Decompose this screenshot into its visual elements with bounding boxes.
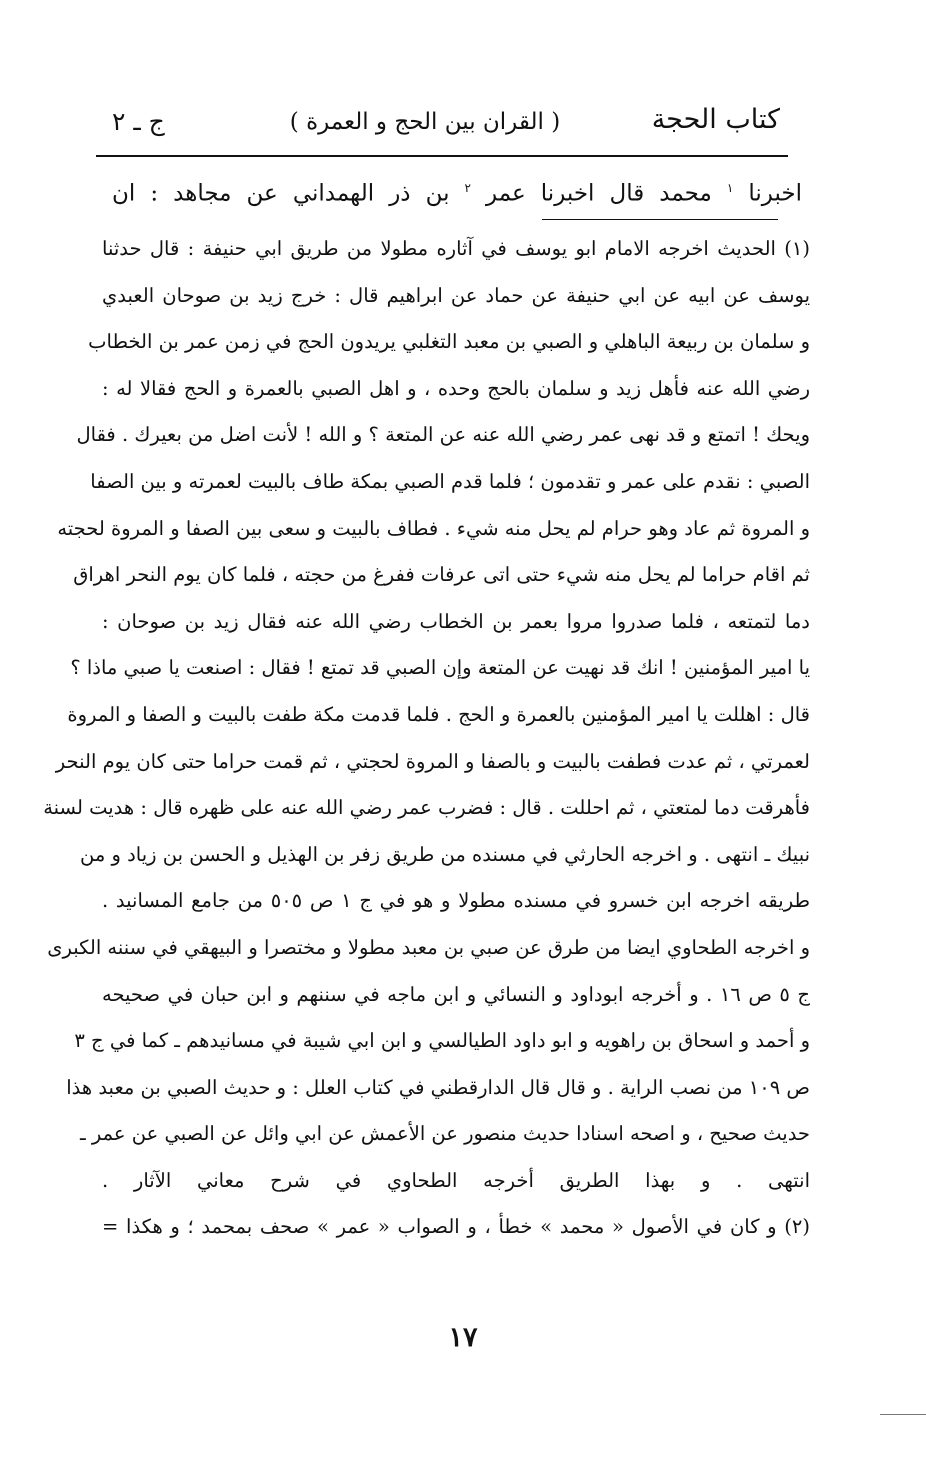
footnote-line: فأهرقت دما لمتعتي ، ثم احللت . قال : فضرب عمر رضي الله عنه على ظهره قال : هديت لسنة	[43, 796, 810, 820]
header-rule	[96, 155, 788, 157]
footnote-line: و سلمان بن ربيعة الباهلي و الصبي بن معبد التغلبي يريدون الحج في زمن عمر بن الخطاب	[88, 330, 810, 354]
main-text-part: بن ذر الهمداني عن مجاهد : ان	[112, 180, 450, 207]
footnote-line: يوسف عن ابيه عن ابي حنيفة عن حماد عن ابراهيم قال : خرج زيد بن صوحان العبدي	[102, 283, 810, 307]
footnote-ref-2: ٢	[464, 181, 471, 195]
page-number: ١٧	[448, 1322, 478, 1353]
footnote-line: (٢) و كان في الأصول « محمد » خطأ ، و الصواب « عمر » صحف بمحمد ؛ و هكذا =	[102, 1215, 810, 1239]
running-header	[100, 100, 780, 146]
book-title: كتاب الحجة	[651, 104, 780, 135]
main-text-part: محمد قال اخبرنا عمر	[486, 180, 712, 207]
footnote-line: الصبي : نقدم على عمر و تقدمون ؛ فلما قدم الصبي بمكة طاف بالبيت لعمرته و بين الصفا	[90, 469, 810, 493]
footnote-line: (١) الحديث اخرجه الامام ابو يوسف في آثاره مطولا من طريق ابي حنيفة : قال حدثنا	[102, 237, 810, 260]
footnote-ref-1: ١	[726, 181, 734, 195]
footnote-line: و أحمد و اسحاق بن راهويه و ابو داود الطيالسي و ابن ابي شيبة في مسانيدهم ـ كما في ج ٣	[74, 1029, 810, 1053]
footnote-line: يا امير المؤمنين ! انك قد نهيت عن المتعة وإن الصبي قد تمتع ! فقال : اصنعت يا صبي ماذا ؟	[70, 656, 810, 680]
footnote-line: نبيك ـ انتهى . و اخرجه الحارثي في مسنده من طريق زفر بن الهذيل و الحسن بن زياد و من	[79, 842, 810, 866]
footnote-line: طريقه اخرجه ابن خسرو في مسنده مطولا و هو في ج ١ ص ٥٠٥ من جامع المسانيد .	[102, 889, 810, 913]
main-text-part: اخبرنا	[748, 180, 802, 207]
footnote-line: حديث صحيح ، و اصحه اسنادا حديث منصور عن الأعمش عن ابي وائل عن الصبي عن عمر ـ	[79, 1122, 810, 1146]
footnote-line: ثم اقام حراما لم يحل منه شيء حتى اتى عرفات ففرغ من حجته ، فلما كان يوم النحر اهراق	[73, 563, 810, 587]
footnotes	[43, 226, 810, 1251]
footnote-separator	[542, 219, 778, 220]
footnote-line: دما لتمتعه ، فلما صدروا مروا بعمر بن الخطاب رضي الله عنه فقال زيد بن صوحان :	[102, 609, 810, 633]
footnote-line: لعمرتي ، ثم عدت فطفت بالبيت و بالصفا و المروة لحجتي ، ثم قمت حراما حتى كان يوم النحر	[55, 749, 810, 773]
chapter-title: ( القران بين الحج و العمرة )	[289, 109, 561, 135]
footnote-line: ص ١٠٩ من نصب الراية . و قال قال الدارقطني في كتاب العلل : و حديث الصبي بن معبد هذا	[66, 1075, 810, 1099]
footnote-line: رضي الله عنه فأهل زيد و سلمان بالحج وحده ، و اهل الصبي بالعمرة و الحج فقالا له :	[102, 376, 810, 400]
volume-number: ج ـ ٢	[112, 107, 165, 136]
footnote-line: قال : اهللت يا امير المؤمنين بالعمرة و الحج . فلما قدمت مكة طفت بالبيت و الصفا و المروة	[67, 702, 810, 726]
footnote-line: ج ٥ ص ١٦ . و أخرجه ابوداود و النسائي و ابن ماجه في سننهم و ابن حبان في صحيحه	[102, 982, 810, 1006]
footnote-line: و اخرجه الطحاوي ايضا من طرق عن صبي بن معبد مطولا و مختصرا و البيهقي في سننه الكبرى	[47, 935, 810, 959]
footnote-line: و المروة ثم عاد وهو حرام لم يحل منه شيء . فطاف بالبيت و سعى بين الصفا و المروة لحجته	[57, 516, 810, 540]
main-text	[112, 166, 802, 216]
scan-edge-mark	[880, 1414, 926, 1415]
footnote-line: انتهى . و بهذا الطريق أخرجه الطحاوي في شرح معاني الآثار .	[102, 1168, 810, 1192]
footnote-line: ويحك ! اتمتع و قد نهى عمر رضي الله عنه عن المتعة ؟ و الله ! لأنت اضل من بعيرك . فقال	[76, 423, 810, 447]
